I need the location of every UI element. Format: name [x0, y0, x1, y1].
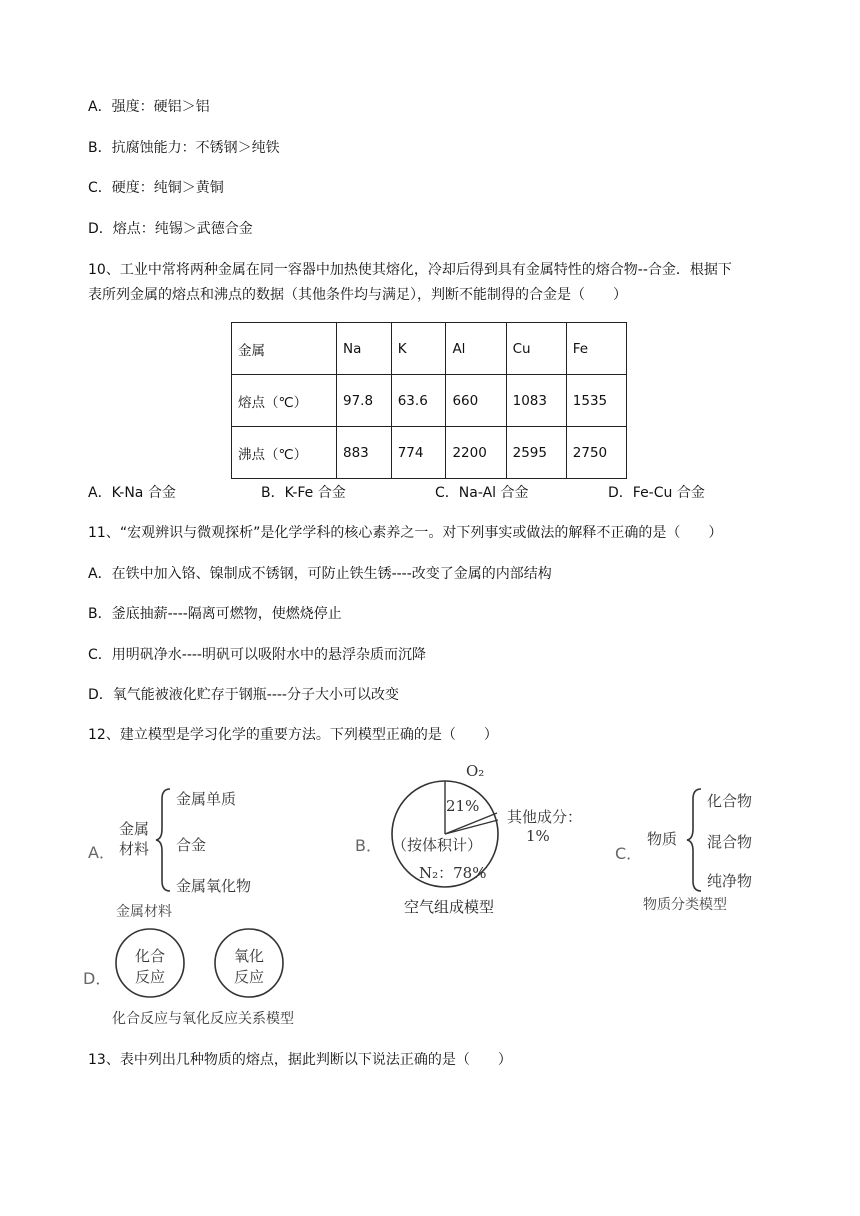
diagram-c-item-3: 纯净物: [707, 872, 753, 890]
diagram-c-item-1: 化合物: [707, 792, 753, 810]
q10-option-b: B．K-Fe 合金: [261, 485, 346, 501]
diagram-c-letter: C．: [615, 844, 643, 863]
diagram-d-letter: D．: [83, 969, 112, 988]
diagram-b-n2-label: N₂：78%: [419, 864, 487, 882]
diagram-a-item-3: 金属氧化物: [176, 877, 252, 895]
diagram-a-caption: 金属材料: [116, 904, 172, 920]
table-cell: Fe: [566, 323, 626, 375]
table-cell: 2750: [566, 427, 626, 479]
q13-stem: 13、表中列出几种物质的熔点，据此判断以下说法正确的是（ ）: [88, 1052, 512, 1068]
q10-stem-line1: 10、工业中常将两种金属在同一容器中加热使其熔化，冷却后得到具有金属特性的熔合物--合金．根据下: [88, 262, 732, 278]
table-cell: 774: [391, 427, 446, 479]
diagram-b-other-pct: 1%: [526, 827, 550, 845]
q11-option-d: D．氧气能被液化贮存于钢瓶----分子大小可以改变: [88, 687, 399, 703]
q11-option-b: B．釜底抽薪----隔离可燃物，使燃烧停止: [88, 606, 342, 622]
table-cell: 1083: [506, 375, 566, 427]
diagram-a-center-line2: 材料: [119, 840, 150, 858]
q9-option-a: A．强度：硬铝＞铝: [88, 99, 210, 115]
q11-option-c: C．用明矾净水----明矾可以吸附水中的悬浮杂质而沉降: [88, 647, 426, 663]
diagram-c-center: 物质: [647, 830, 678, 848]
table-cell: K: [391, 323, 446, 375]
q9-option-c: C．硬度：纯铜＞黄铜: [88, 180, 224, 196]
q11-option-a: A．在铁中加入铬、镍制成不锈钢，可防止铁生锈----改变了金属的内部结构: [88, 566, 552, 582]
diagram-d-circle1-line1: 化合: [135, 947, 166, 965]
table-cell: Al: [446, 323, 506, 375]
diagram-b-other-label: 其他成分：: [507, 808, 583, 826]
diagram-c-caption: 物质分类模型: [643, 897, 727, 913]
diagram-a-center-line1: 金属: [119, 820, 150, 838]
diagram-c-brace-icon: [685, 785, 705, 895]
diagram-b-caption: 空气组成模型: [404, 898, 495, 916]
table-cell: 883: [337, 427, 392, 479]
diagram-d-circle2-line1: 氧化: [234, 947, 265, 965]
table-cell: 金属: [232, 323, 337, 375]
table-cell: 1535: [566, 375, 626, 427]
diagram-d-circle1-line2: 反应: [135, 968, 166, 986]
q10-option-d: D．Fe-Cu 合金: [608, 485, 705, 501]
diagram-d-circle2-line2: 反应: [234, 968, 265, 986]
table-cell: 660: [446, 375, 506, 427]
table-cell: Na: [337, 323, 392, 375]
table-row: [232, 375, 627, 427]
table-header-row: [232, 323, 627, 375]
diagram-a-item-1: 金属单质: [176, 790, 237, 808]
q9-option-b: B．抗腐蚀能力：不锈钢＞纯铁: [88, 140, 280, 156]
diagram-d-caption: 化合反应与氧化反应关系模型: [112, 1011, 294, 1027]
diagram-a-brace-icon: [154, 785, 174, 895]
q10-option-c: C．Na-Al 合金: [435, 485, 529, 501]
q12-stem: 12、建立模型是学习化学的重要方法。下列模型正确的是（ ）: [88, 727, 498, 743]
diagram-a-item-2: 合金: [176, 836, 207, 854]
diagram-b-o2-label: O₂: [466, 762, 485, 780]
diagram-b-o2-pct: 21%: [446, 797, 480, 815]
table-cell: 97.8: [337, 375, 392, 427]
q10-option-a: A．K-Na 合金: [88, 485, 176, 501]
table-cell: 63.6: [391, 375, 446, 427]
table-row: [232, 427, 627, 479]
q11-stem: 11、“宏观辨识与微观探析”是化学学科的核心素养之一。对下列事实或做法的解释不正确的是（ ）: [88, 525, 723, 541]
table-cell: 熔点（℃）: [232, 375, 337, 427]
table-cell: Cu: [506, 323, 566, 375]
table-cell: 沸点（℃）: [232, 427, 337, 479]
diagram-b-center-label: （按体积计）: [392, 836, 483, 854]
diagram-b-letter: B．: [355, 836, 382, 855]
table-cell: 2595: [506, 427, 566, 479]
q9-option-d: D．熔点：纯锡＞武德合金: [88, 221, 253, 237]
q10-stem-line2: 表所列金属的熔点和沸点的数据（其他条件均与满足），判断不能制得的合金是（ ）: [88, 287, 627, 303]
diagram-a-letter: A．: [88, 843, 115, 862]
diagram-c-item-2: 混合物: [707, 833, 753, 851]
metal-properties-table: [231, 322, 627, 479]
table-cell: 2200: [446, 427, 506, 479]
